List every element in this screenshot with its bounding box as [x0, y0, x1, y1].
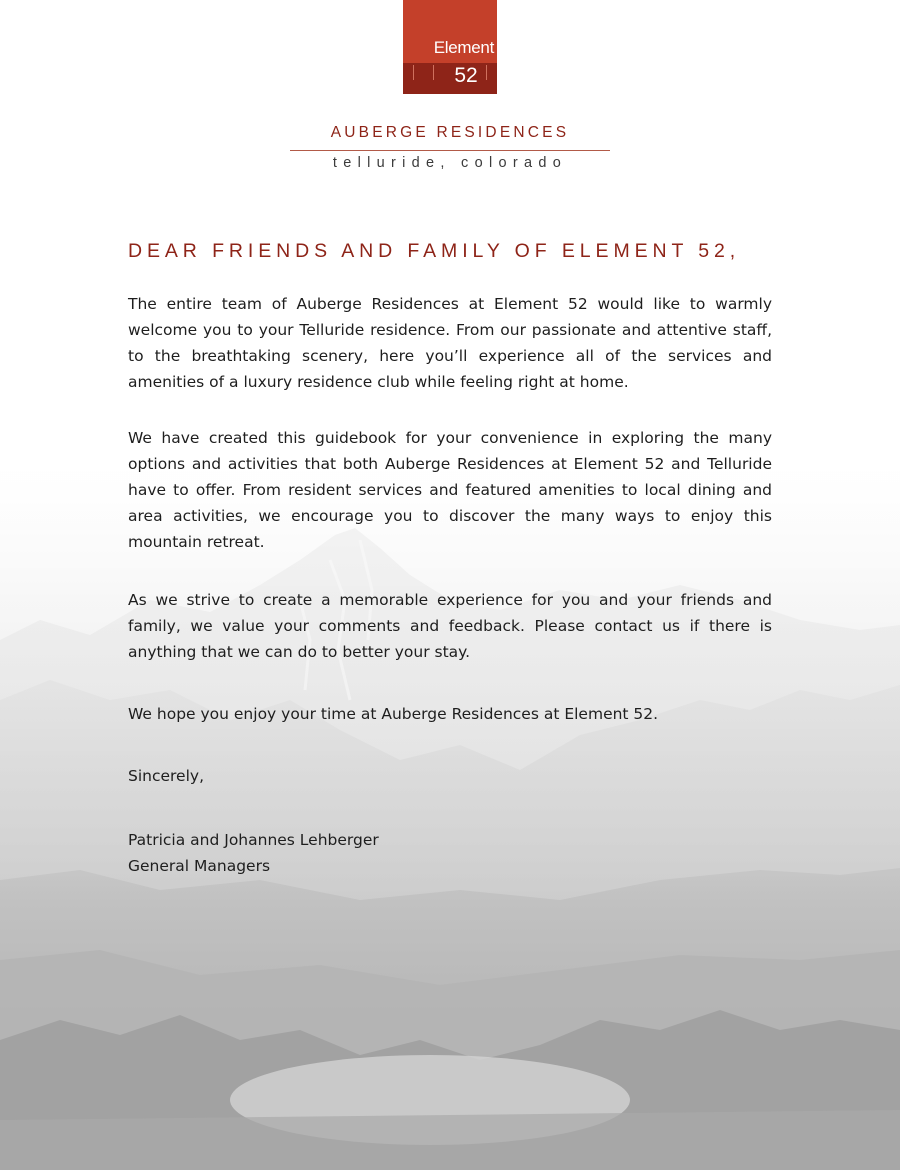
letter-paragraph: The entire team of Auberge Residences at Element 52 would like to warmly welcome you to your Telluride residence. From our passionate and attentive staff, to the breathtaking scenery, here you’ll experience all of the services and amenities of a luxury residence club while feeling right at home.: [128, 295, 772, 391]
letter-paragraph: We have created this guidebook for your convenience in exploring the many options and activities that both Auberge Residences at Element 52 and Telluride have to offer. From resident services and featured amenities to local dining and area activities, we encourage you to discover the many ways to enjoy this mountain retreat.: [128, 429, 772, 551]
logo-divider: [433, 65, 434, 80]
letter-paragraph: As we strive to create a memorable experience for you and your friends and family, we value your comments and feedback. Please contact us if there is anything that we can do to better your stay.: [128, 591, 772, 661]
logo-divider: [413, 65, 414, 80]
brand-name: AUBERGE RESIDENCES: [330, 124, 570, 141]
logo-word: Element: [433, 38, 494, 57]
element-52-logo: [403, 0, 497, 94]
letter-body: [128, 291, 772, 879]
letter-closing: Sincerely,: [128, 767, 205, 785]
letter-salutation: DEAR FRIENDS AND FAMILY OF ELEMENT 52,: [128, 240, 741, 262]
signature-title: General Managers: [128, 857, 271, 875]
logo-number: 52: [454, 64, 478, 87]
logo-divider: [486, 65, 487, 80]
logo-periodic-strip: [403, 63, 497, 94]
signature-names: Patricia and Johannes Lehberger: [128, 831, 379, 849]
header-divider: [290, 150, 610, 151]
letter-paragraph: We hope you enjoy your time at Auberge Residences at Element 52.: [128, 705, 659, 723]
brand-location: telluride, colorado: [332, 155, 568, 171]
